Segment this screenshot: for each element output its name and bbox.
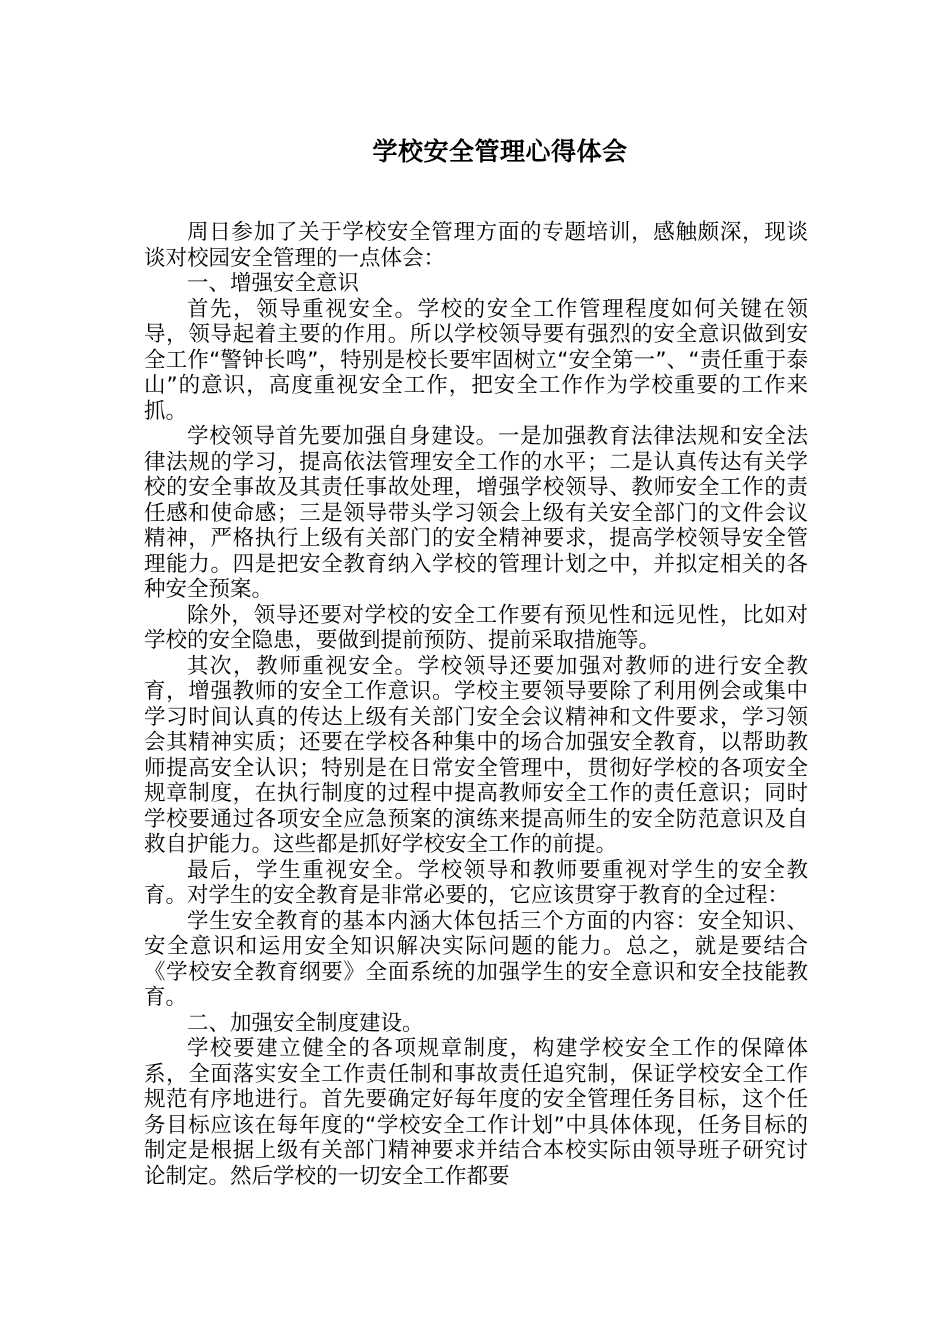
section-heading-1: 一、增强安全意识 — [187, 271, 360, 296]
paragraph-teachers: 其次，教师重视安全。学校领导还要加强对教师的进行安全教育，增强教师的安全工作意识。学校主要领导要除了利用例会或集中学习时间认真的传达上级有关部门安全会议精神和文件要求，学习领会其精神实质；还要在学校各种集中的场合加强安全教育，以帮助教师提高安全认识；特别是在日常安全管理中，贯彻好学校的各项安全规章制度，在执行制度的过程中提高教师安全工作的责任意识；同时学校要通过各项安全应急预案的演练来提高师生的安全防范意识及自救自护能力。这些都是抓好学校安全工作的前提。 — [144, 653, 808, 857]
paragraph-student-education: 学生安全教育的基本内涵大体包括三个方面的内容：安全知识、安全意识和运用安全知识解决实际问题的能力。总之，就是要结合《学校安全教育纲要》全面系统的加强学生的安全意识和安全技能教育。 — [144, 908, 808, 1010]
paragraph-students: 最后，学生重视安全。学校领导和教师要重视对学生的安全教育。对学生的安全教育是非常必要的，它应该贯穿于教育的全过程： — [144, 857, 808, 908]
paragraph-leadership: 首先，领导重视安全。学校的安全工作管理程度如何关键在领导，领导起着主要的作用。所以学校领导要有强烈的安全意识做到安全工作“警钟长鸣”，特别是校长要牢固树立“安全第一”、“责任重于泰山”的意识，高度重视安全工作，把安全工作作为学校重要的工作来抓。 — [144, 296, 808, 424]
document-body — [144, 220, 808, 1189]
paragraph-self-building: 学校领导首先要加强自身建设。一是加强教育法律法规和安全法律法规的学习，提高依法管理安全工作的水平；二是认真传达有关学校的安全事故及其责任事故处理，增强学校领导、教师安全工作的责任感和使命感；三是领导带头学习领会上级有关安全部门的文件会议精神，严格执行上级有关部门的安全精神要求，提高学校领导安全管理能力。四是把安全教育纳入学校的管理计划之中，并拟定相关的各种安全预案。 — [144, 424, 808, 602]
paragraph-rules: 学校要建立健全的各项规章制度，构建学校安全工作的保障体系，全面落实安全工作责任制和事故责任追究制，保证学校安全工作规范有序地进行。首先要确定好每年度的安全管理任务目标，这个任务目标应该在每年度的“学校安全工作计划”中具体体现，任务目标的制定是根据上级有关部门精神要求并结合本校实际由领导班子研究讨论制定。然后学校的一切安全工作都要 — [144, 1036, 808, 1189]
section-heading-2: 二、加强安全制度建设。 — [187, 1010, 424, 1036]
paragraph-foresight: 除外，领导还要对学校的安全工作要有预见性和远见性，比如对学校的安全隐患，要做到提前预防、提前采取措施等。 — [144, 602, 808, 653]
document-title: 学校安全管理心得体会 — [372, 137, 628, 166]
paragraph-intro: 周日参加了关于学校安全管理方面的专题培训，感触颇深，现谈谈对校园安全管理的一点体会： — [144, 220, 808, 271]
